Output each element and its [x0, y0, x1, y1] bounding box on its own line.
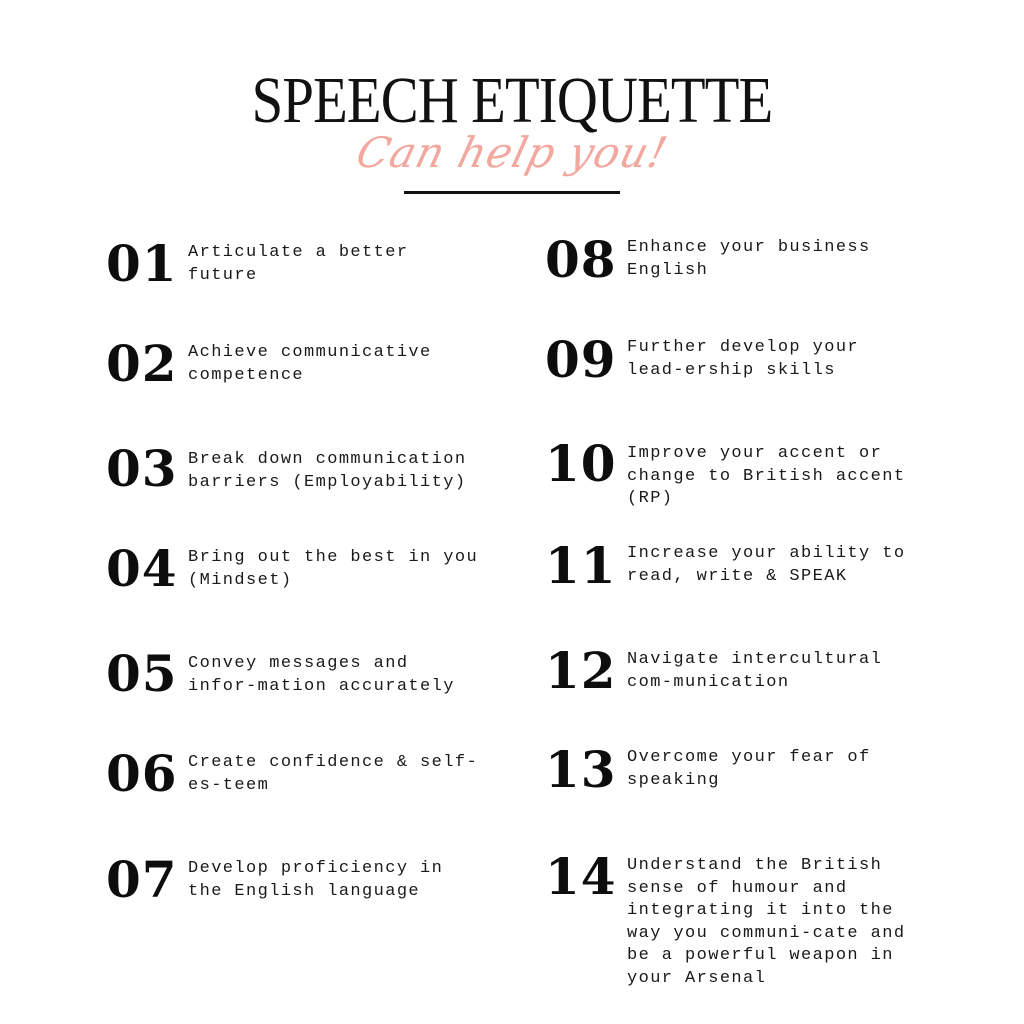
item-number: 11 — [545, 536, 617, 595]
item-text: Bring out the best in you (Mindset) — [188, 548, 479, 590]
item-text: Create confidence & self-es-teem — [188, 753, 479, 795]
item-text: Convey messages and infor-mation accurately — [188, 654, 455, 696]
item-text: Further develop your lead-ership skills — [627, 338, 860, 380]
item-number: 06 — [106, 744, 178, 803]
item-number: 12 — [545, 641, 617, 700]
item-text: Achieve communicative competence — [188, 343, 432, 385]
item-number: 10 — [545, 434, 617, 493]
item-text: Increase your ability to read, write & SPEAK — [627, 544, 906, 586]
item-number: 03 — [106, 439, 178, 498]
item-number: 09 — [545, 330, 617, 389]
item-text: Improve your accent or change to British accent (RP) — [627, 444, 906, 508]
item-text: Overcome your fear of speaking — [627, 748, 871, 790]
item-text: Understand the British sense of humour and integrating it into the way you communi-cate and be a powerful weapon in your Arsenal — [627, 856, 906, 988]
item-text: Break down communication barriers (Employability) — [188, 450, 467, 492]
item-number: 01 — [106, 234, 178, 293]
title-underline — [404, 191, 620, 194]
item-number: 07 — [106, 850, 178, 909]
item-text: Articulate a better future — [188, 243, 409, 285]
script-subtitle: Can help you! — [351, 128, 673, 177]
item-text: Navigate intercultural com-munication — [627, 650, 883, 692]
item-number: 04 — [106, 539, 178, 598]
item-number: 14 — [545, 847, 617, 906]
item-text: Develop proficiency in the English language — [188, 859, 444, 901]
page-title: SPEECH ETIQUETTE — [251, 64, 773, 137]
item-number: 05 — [106, 644, 178, 703]
item-number: 13 — [545, 740, 617, 799]
item-number: 02 — [106, 334, 178, 393]
item-number: 08 — [545, 230, 617, 289]
item-text: Enhance your business English — [627, 238, 871, 280]
